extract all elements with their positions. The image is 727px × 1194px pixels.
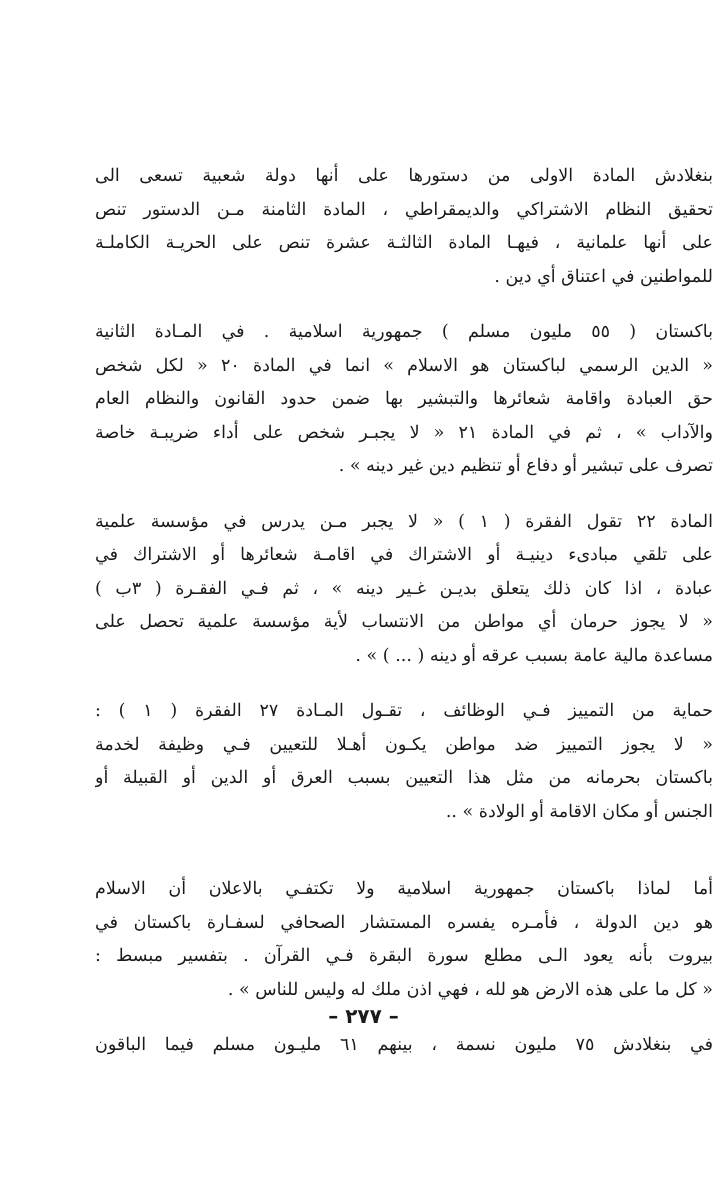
text-line: مساعدة مالية عامة بسبب عرقه أو دينه ( ... ) » . bbox=[355, 645, 713, 666]
paragraph-article-27 bbox=[95, 695, 713, 829]
text-line: بنغلادش المادة الاولى من دستورها على أنها دولة شعبية تسعى الى bbox=[95, 166, 713, 186]
paragraph-bangladesh-population bbox=[95, 1029, 713, 1063]
text-line: للمواطنين في اعتناق أي دين . bbox=[494, 266, 713, 287]
text-line: « لا يجوز التمييز ضد مواطن يكـون أهـلا للتعيين فـي وظيفة لخدمة bbox=[95, 734, 713, 755]
text-line: « كل ما على هذه الارض هو لله ، فهي اذن ملك له وليس للناس » . bbox=[227, 979, 713, 1000]
text-line: على أنها علمانية ، فيهـا المادة الثالثـة عشرة تنص على الحريـة الكاملـة bbox=[95, 233, 713, 253]
text-line: أما لماذا باكستان جمهورية اسلامية ولا تكتفـي بالاعلان أن الاسلام bbox=[95, 879, 713, 899]
text-line: باكستان ( ٥٥ مليون مسلم ) جمهورية اسلامية . في المـادة الثانية bbox=[95, 322, 713, 342]
text-line: هو دين الدولة ، فأمـره يفسره المستشار الصحافي لسفـارة باكستان في bbox=[95, 912, 713, 933]
text-line: الجنس أو مكان الاقامة أو الولادة » .. bbox=[445, 801, 713, 822]
text-line: باكستان بحرمانه من مثل هذا التعيين بسبب العرق أو الدين أو القبيلة أو bbox=[95, 768, 713, 788]
text-line: تصرف على تبشير أو دفاع أو تنظيم دين غير دينه » . bbox=[338, 456, 713, 476]
paragraph-why-islamic-republic bbox=[95, 873, 713, 1007]
text-line: بيروت بأنه يعود الـى مطلع سورة البقرة فـي القرآن . بتفسير مبسط : bbox=[95, 946, 713, 966]
text-line: والآداب » ، ثم في المادة ٢١ « لا يجبـر شخص على أداء ضريبـة خاصة bbox=[95, 422, 713, 443]
text-line: « الدين الرسمي لباكستان هو الاسلام » انما في المادة ٢٠ « لكل شخص bbox=[95, 355, 713, 376]
text-line: عبادة ، اذا كان ذلك يتعلق بديـن غـير دينه » ، ثم فـي الفقـرة ( ٣ب ) bbox=[95, 578, 713, 599]
paragraph-article-22 bbox=[95, 506, 713, 674]
text-line: في بنغلادش ٧٥ مليون نسمة ، بينهم ٦١ مليـون مسلم فيما الباقون bbox=[95, 1035, 713, 1055]
page-number: – ٢٧٧ – bbox=[328, 1004, 399, 1028]
page-body bbox=[95, 160, 713, 1063]
text-line: تحقيق النظام الاشتراكي والديمقراطي ، المادة الثامنة مـن الدستور تنص bbox=[95, 199, 713, 220]
paragraph-pakistan-article-2 bbox=[95, 316, 713, 484]
text-line: « لا يجوز حرمان أي مواطن من الانتساب لأية مؤسسة علمية تحصل على bbox=[95, 612, 713, 632]
paragraph-bangladesh-constitution bbox=[95, 160, 713, 294]
text-line: على تلقي مبادىء دينيـة أو الاشتراك في اقامـة شعائرها أو الاشتراك في bbox=[95, 545, 713, 565]
text-line: حق العبادة واقامة شعائرها والتبشير بها ضمن حدود القانون والنظام العام bbox=[95, 389, 713, 409]
text-line: المادة ٢٢ تقول الفقرة ( ١ ) « لا يجبر مـن يدرس في مؤسسة علمية bbox=[95, 511, 713, 532]
text-line: حماية من التمييز فـي الوظائف ، تقـول المـادة ٢٧ الفقرة ( ١ ) : bbox=[95, 701, 713, 721]
